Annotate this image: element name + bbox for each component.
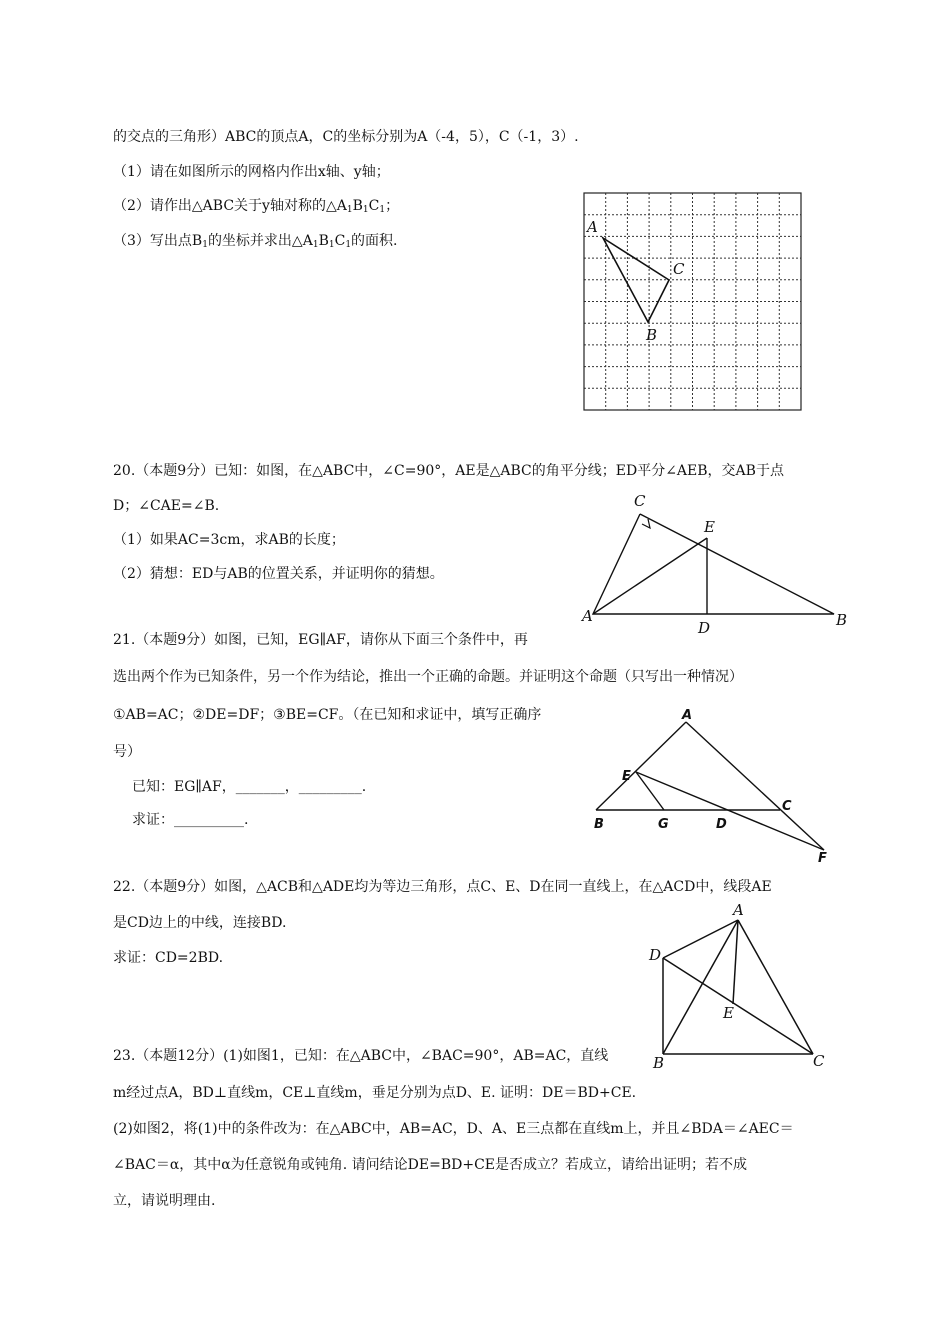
label-c: C [634, 492, 646, 510]
q19-intro: 的交点的三角形）ABC的顶点A，C的坐标分别为A（-4，5），C（-1，3）. [113, 129, 579, 145]
q22-line3: 求证：CD=2BD. [113, 950, 224, 966]
label-c: C [673, 260, 685, 278]
q23-line3: (2)如图2，将(1)中的条件改为：在△ABC中，AB=AC，D、A、E三点都在直线m上，并且∠BDA＝∠AEC＝ [113, 1121, 794, 1137]
label-b: B [646, 326, 658, 344]
label-a: A [682, 708, 693, 723]
q20-line1: 20.（本题9分）已知：如图，在△ABC中，∠C=90°，AE是△ABC的角平分线；ED平分∠AEB，交AB于点 [113, 463, 784, 479]
label-a: A [733, 901, 744, 919]
q23-line5: 立，请说明理由. [113, 1193, 216, 1209]
q21-line2: 选出两个作为已知条件，另一个作为结论，推出一个正确的命题。并证明这个命题（只写出一种情况） [113, 669, 743, 685]
label-d: D [649, 946, 662, 964]
q19-part3: （3）写出点$B_1$的坐标并求出$\triangle A_1B_1C_1$的面积. [113, 233, 398, 250]
label-e: E [704, 518, 715, 536]
q22-line1: 22.（本题9分）如图，△ACB和△ADE均为等边三角形，点C、E、D在同一直线上，在△ACD中，线段AE [113, 879, 772, 895]
q21-prove: 求证：__________. [132, 812, 249, 828]
label-a: A [582, 607, 593, 625]
q23-line4: ∠BAC＝α，其中α为任意锐角或钝角. 请问结论DE=BD+CE是否成立？若成立，请给出证明；若不成 [113, 1157, 747, 1173]
label-e: E [622, 769, 631, 784]
q20-part1: （1）如果AC=3cm，求AB的长度； [113, 532, 345, 548]
q21-figure [588, 706, 838, 866]
q21-line1: 21.（本题9分）如图，已知，EG∥AF，请你从下面三个条件中，再 [113, 632, 528, 648]
label-a: A [587, 218, 598, 236]
label-c: C [813, 1052, 825, 1070]
label-f: F [818, 851, 827, 866]
label-b: B [836, 611, 848, 629]
label-d: D [698, 619, 711, 637]
q19-part1: （1）请在如图所示的网格内作出x轴、y轴； [113, 164, 390, 180]
q21-line3: ①AB=AC；②DE=DF；③BE=CF。（在已知和求证中，填写正确序 [113, 707, 542, 723]
q19-grid-figure [583, 192, 805, 412]
label-c: C [782, 799, 792, 814]
label-g: G [658, 817, 669, 832]
label-e: E [723, 1004, 734, 1022]
q20-figure [578, 488, 850, 638]
q19-part2: （2）请作出△ABC关于y轴对称的$\triangle A_1B_1C_1$； [113, 198, 400, 215]
q21-line4: 号） [113, 744, 141, 760]
label-b: B [653, 1054, 665, 1072]
label-d: D [716, 817, 727, 832]
q21-given: 已知：EG∥AF，_______，_________. [132, 779, 367, 795]
q20-line2: D；∠CAE=∠B. [113, 498, 220, 514]
q23-line2: m经过点A，BD⊥直线m，CE⊥直线m，垂足分别为点D、E. 证明：DE＝BD+CE. [113, 1085, 637, 1101]
q22-figure [643, 900, 833, 1075]
q22-line2: 是CD边上的中线，连接BD. [113, 915, 287, 931]
q23-line1: 23.（本题12分）(1)如图1，已知：在△ABC中，∠BAC=90°，AB=AC，直线 [113, 1048, 609, 1064]
q20-part2: （2）猜想：ED与AB的位置关系，并证明你的猜想。 [113, 566, 444, 582]
label-b: B [594, 817, 604, 832]
